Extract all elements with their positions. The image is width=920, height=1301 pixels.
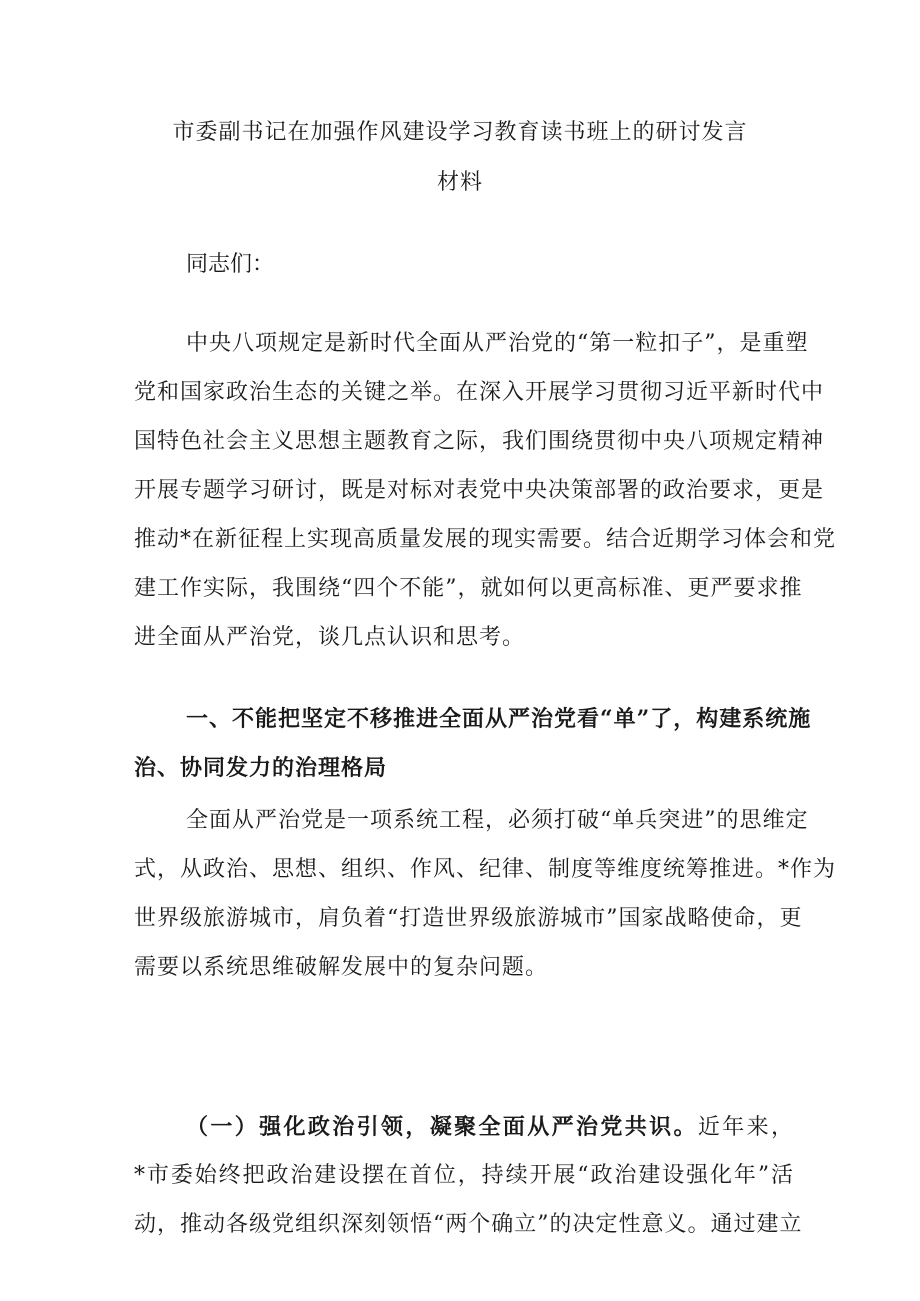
section1-paragraph bbox=[134, 806, 837, 1002]
paragraph-line: 开展专题学习研讨，既是对标对表党中央决策部署的政治要求，更是 bbox=[134, 478, 825, 503]
paragraph-line: 中央八项规定是新时代全面从严治党的“第一粒扣子”，是重塑 bbox=[186, 331, 809, 356]
paragraph-line bbox=[134, 1112, 794, 1161]
subsection-1-paragraph bbox=[134, 1112, 803, 1259]
paragraph-line: 全面从严治党是一项系统工程，必须打破“单兵突进”的思维定 bbox=[186, 808, 809, 833]
greeting: 同志们： bbox=[186, 252, 275, 277]
paragraph-line: 建工作实际，我围绕“四个不能”，就如何以更高标准、更严要求推 bbox=[134, 576, 803, 601]
paragraph-line: 推动*在新征程上实现高质量发展的现实需要。结合近期学习体会和党 bbox=[134, 527, 837, 552]
subsection-1-lead: 近年来， bbox=[697, 1115, 794, 1140]
paragraph-line: 式，从政治、思想、组织、作风、纪律、制度等维度统筹推进。*作为 bbox=[134, 857, 837, 882]
section-heading-1 bbox=[134, 704, 812, 802]
paragraph-line: 动，推动各级党组织深刻领悟“两个确立”的决定性意义。通过建立 bbox=[134, 1212, 803, 1237]
paragraph-line: 党和国家政治生态的关键之举。在深入开展学习贯彻习近平新时代中 bbox=[134, 380, 825, 405]
document-title-line1: 市委副书记在加强作风建设学习教育读书班上的研讨发言 bbox=[172, 120, 748, 145]
paragraph-line: 国特色社会主义思想主题教育之际，我们围绕贯彻中央八项规定精神 bbox=[134, 429, 825, 454]
document-title-line2: 材料 bbox=[436, 170, 483, 195]
paragraph-line: 进全面从严治党，谈几点认识和思考。 bbox=[134, 625, 526, 650]
heading-line: 治、协同发力的治理格局 bbox=[134, 755, 388, 781]
paragraph-line: *市委始终把政治建设摆在首位，持续开展“政治建设强化年”活 bbox=[134, 1163, 794, 1188]
paragraph-line: 需要以系统思维破解发展中的复杂问题。 bbox=[134, 955, 549, 980]
intro-paragraph bbox=[134, 329, 837, 672]
subsection-1-heading: （一）强化政治引领，凝聚全面从严治党共识。 bbox=[186, 1114, 698, 1140]
paragraph-line: 世界级旅游城市，肩负着“打造世界级旅游城市”国家战略使命，更 bbox=[134, 906, 803, 931]
heading-line: 一、不能把坚定不移推进全面从严治党看“单”了，构建系统施 bbox=[186, 706, 812, 732]
